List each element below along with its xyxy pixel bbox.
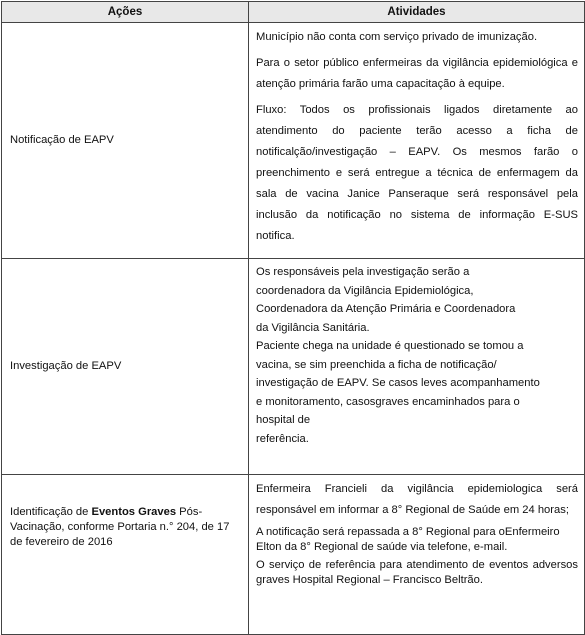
header-row [2,2,585,23]
action-text-prefix: Identificação de [10,506,92,518]
action-text: Investigação de EAPV [10,360,122,372]
activities-cell [249,259,585,475]
action-cell [2,475,249,635]
actions-table [1,1,585,635]
activity-paragraph: Fluxo: Todos os profissionais ligados diretamente ao atendimento do paciente terão acesso a ficha de notificalção/investigação – EAPV. Os mesmos farão o preenchimento e será entregue a técnica de enfermagem da sala de vacina Janice Panseraque será responsável pela inclusão da notificação no sistema de informação E-SUS notifica. [256,104,578,242]
activity-line: Paciente chega na unidade é questionado se tomou a [256,340,524,352]
action-text-bold: Eventos Graves [91,506,177,518]
header-actions: Ações [2,2,249,23]
table-row [2,475,585,635]
activity-paragraph: A notificação será repassada a 8° Regional para oEnfermeiro Elton da 8° Regional de saúde via telefone, e-mail. [256,526,560,553]
activity-line: investigação de EAPV. Se casos leves acompanhamento [256,377,540,389]
activity-line: vacina, se sim preenchida a ficha de notificação/ [256,358,497,371]
activity-line: e monitoramento, casosgraves encaminhados para o [256,395,520,408]
activity-paragraph: Para o setor público enfermeiras da vigilância epidemiológica e atenção primária farão uma capacitação à equipe. [256,57,578,90]
table-row [2,23,585,259]
action-text-suffix: Pós-Vacinação, conforme Portaria n.° 204, de 17 de fevereiro de 2016 [10,506,230,548]
action-cell [2,259,249,475]
header-activities: Atividades [249,2,585,23]
table-row [2,259,585,475]
activity-line: da Vigilância Sanitária. [256,321,370,334]
activity-line: Os responsáveis pela investigação serão a [256,266,470,278]
activities-cell [249,23,585,259]
action-text: Notificação de EAPV [10,134,114,146]
activity-paragraph: Enfermeira Francieli da vigilância epidemiologica será responsável em informar a 8° Regional de Saúde em 24 horas; [256,483,578,516]
activities-cell [249,475,585,635]
activity-paragraph: O serviço de referência para atendimento de eventos adversos graves Hospital Regional – Francisco Beltrão. [256,559,578,586]
activity-line: Coordenadora da Atenção Primária e Coordenadora [256,303,516,315]
activity-line: referência. [256,432,309,445]
activity-line: coordenadora da Vigilância Epidemiológica, [256,284,474,297]
activity-paragraph: Município não conta com serviço privado de imunização. [256,31,538,43]
action-cell [2,23,249,259]
activity-line: hospital de [256,414,311,426]
